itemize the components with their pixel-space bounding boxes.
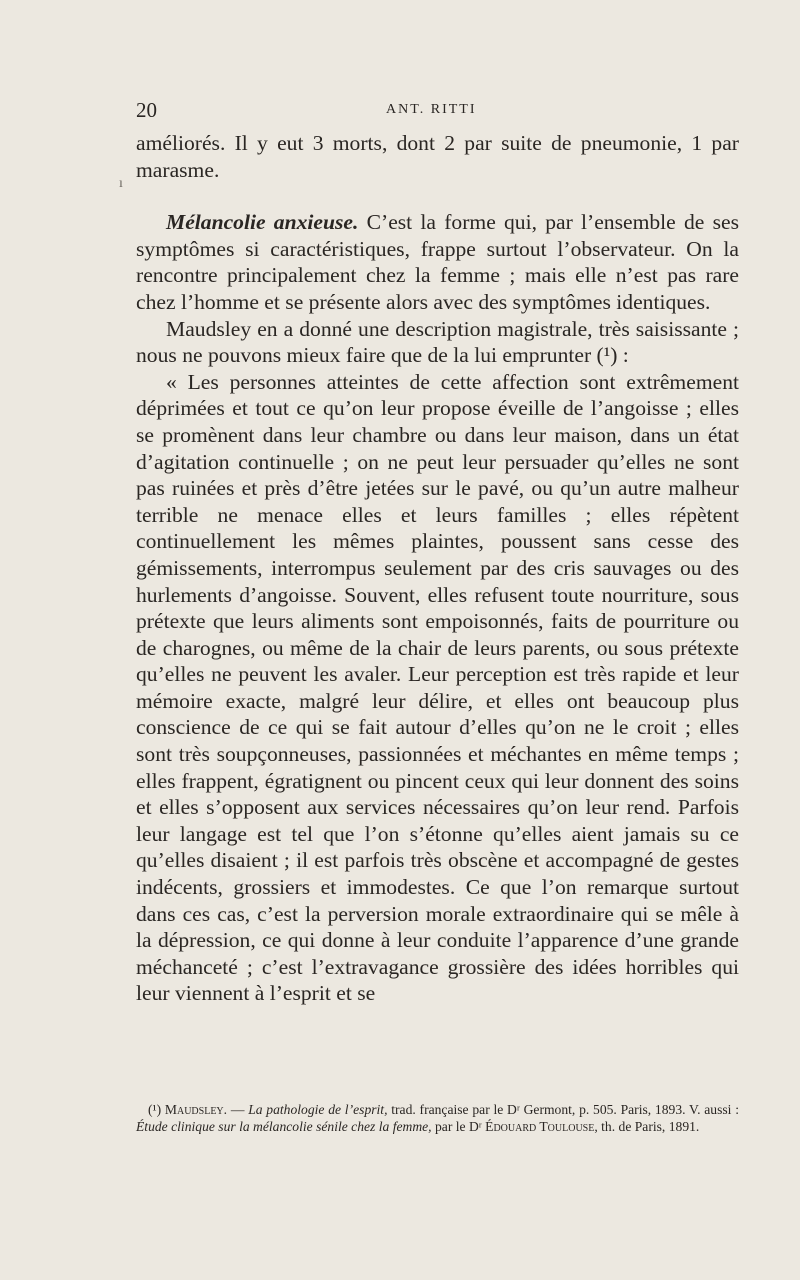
- footnote-marker: (¹): [148, 1102, 162, 1117]
- paragraph-2-text: C’est la forme qui, par l’ensemble de ses symptômes si caractéristiques, frappe surtout l’observateur. On la rencontre principalement chez la femme ; mais elle n’est pas rare chez l’homme et se présente alors avec des symptômes identiques.: [136, 210, 739, 314]
- paragraph-3-text: Maudsley en a donné une description magistrale, très saisissante ; nous ne pouvons mieux faire que de la lui emprunter: [136, 316, 739, 368]
- footnote: [136, 1101, 739, 1136]
- paragraph-1: améliorés. Il y eut 3 morts, dont 2 par suite de pneumonie, 1 par marasme.: [136, 131, 739, 182]
- footnote-title-2: Étude clinique sur la mélancolie sénile chez la femme,: [136, 1119, 432, 1135]
- page-number: 20: [136, 98, 157, 122]
- margin-mark: ı: [119, 176, 123, 191]
- paragraph-3-end: :: [617, 343, 629, 368]
- paragraph-maudsley: [136, 316, 739, 369]
- body-text: [136, 130, 739, 1007]
- footnote-separator: —: [227, 1102, 249, 1117]
- paragraph-quote: « Les personnes atteintes de cette affection sont extrêmement déprimées et tout ce qu’on leur propose éveille de l’angoisse ; elles se promènent dans leur chambre ou dans leur maison, dans un état d’agitation continuelle ; on ne peut leur persuader qu’elles ne sont pas ruinées et près d’être jetées sur le pavé, ou qu’un autre malheur terrible ne menace elles et leurs familles ; elles répètent continuellement les mêmes plaintes, poussent sans cesse des gémissements, interrompus seulement par des cris sauvages ou des hurlements d’angoisse. Souvent, elles refusent toute nourriture, sous prétexte que leurs aliments sont empoisonnés, faits de pourriture ou de charognes, ou même de la chair de leurs parents, ou sous prétexte qu’elles ne peuvent les avaler. Leur perception est très rapide et leur mémoire exacte, malgré leur délire, et elles ont beaucoup plus conscience de ce qui se fait autour d’elles qu’on ne le croit ; elles sont très soupçonneuses, passionnées et méchantes en même temps ; elles frappent, égratignent ou pincent ceux qui leur donnent des soins et elles s’opposent aux services nécessaires qu’on leur rend. Parfois leur langage est tel que l’on s’étonne qu’elles aient jamais su ce qu’elles disaient ; il est parfois très obscène et accompagné de gestes indécents, grossiers et immodestes. Ce que l’on remarque surtout dans ces cas, c’est la perversion morale extraordinaire qui se mêle à la dépression, ce qui donne à leur conduite l’apparence d’une grande méchanceté ; c’est l’extravagance grossière des idées horribles qui leur viennent à l’esprit et se: [136, 369, 739, 1006]
- running-head: ANT. RITTI: [386, 102, 477, 117]
- footnote-author: Maudsley.: [164, 1102, 228, 1117]
- paragraph-melancolie: [136, 209, 739, 315]
- section-title: Mélancolie anxieuse.: [166, 210, 359, 235]
- footnote-author-2: Édouard Toulouse,: [485, 1119, 598, 1135]
- page-header: [136, 98, 736, 124]
- footnote-title-1: La pathologie de l’esprit,: [248, 1102, 388, 1117]
- footnote-text-3: th. de Paris, 1891.: [597, 1119, 700, 1135]
- footnote-text-1: trad. française par le Dʳ Germont, p. 505. Paris, 1893. V. aussi :: [387, 1102, 739, 1117]
- footnote-reference[interactable]: (¹): [596, 343, 618, 368]
- footnote-text-2: par le Dʳ: [431, 1119, 486, 1135]
